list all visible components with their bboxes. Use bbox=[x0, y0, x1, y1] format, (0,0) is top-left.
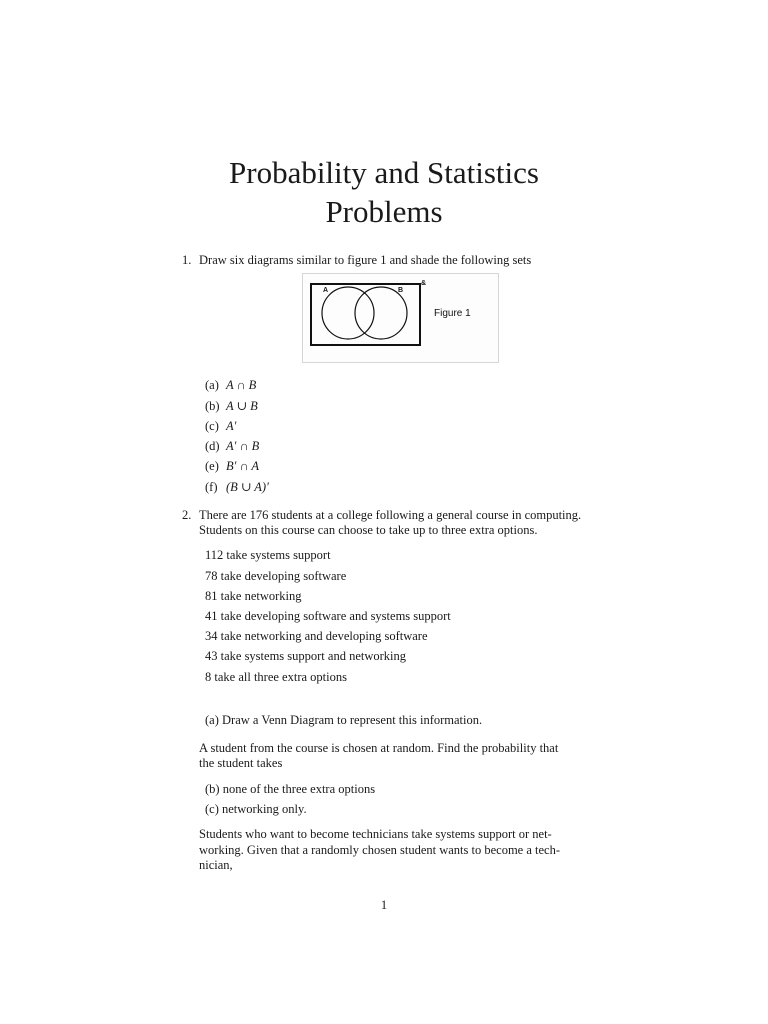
q1-part-label: (f) bbox=[205, 480, 218, 494]
q1-text: Draw six diagrams similar to figure 1 and shade the following sets bbox=[199, 253, 532, 267]
q2-part-a: (a) Draw a Venn Diagram to represent this information. bbox=[205, 713, 483, 727]
q2-tech-line-1: Students who want to become technicians take systems support or net- bbox=[199, 827, 552, 841]
q2-fact: 34 take networking and developing software bbox=[205, 629, 428, 643]
q2-fact: 81 take networking bbox=[205, 589, 302, 603]
q2-fact: 78 take developing software bbox=[205, 569, 347, 583]
venn-label-universal: & bbox=[421, 280, 427, 287]
q1-number: 1. bbox=[182, 253, 192, 267]
q1-part-label: (a) bbox=[205, 378, 219, 392]
q1-part-label: (c) bbox=[205, 419, 219, 433]
q2-intro-line-2: Students on this course can choose to take up to three extra options. bbox=[199, 523, 538, 537]
q2-number: 2. bbox=[182, 508, 192, 522]
venn-label-a: A bbox=[323, 287, 329, 294]
q2-tech-line-2: working. Given that a randomly chosen student wants to become a tech- bbox=[199, 843, 561, 857]
q1-part-expr: A′ bbox=[226, 419, 237, 433]
q2-random-line-1: A student from the course is chosen at random. Find the probability that bbox=[199, 741, 559, 755]
q1-part-label: (e) bbox=[205, 459, 219, 473]
q2-part-c: (c) networking only. bbox=[205, 802, 307, 816]
venn-diagram-figure bbox=[302, 273, 499, 363]
page-number: 1 bbox=[380, 898, 388, 912]
document-title bbox=[0, 153, 768, 231]
q1-part-expr: A′ ∩ B bbox=[226, 439, 260, 453]
q1-part-expr: A ∩ B bbox=[226, 378, 257, 392]
q2-fact: 112 take systems support bbox=[205, 548, 331, 562]
q1-part-expr: (B ∪ A)′ bbox=[226, 480, 269, 494]
q2-fact: 41 take developing software and systems support bbox=[205, 609, 451, 623]
q2-fact: 43 take systems support and networking bbox=[205, 649, 407, 663]
q1-part-expr: B′ ∩ A bbox=[226, 459, 260, 473]
venn-circle-a bbox=[322, 287, 374, 339]
q2-intro-line-1: There are 176 students at a college following a general course in computing. bbox=[199, 508, 582, 522]
q2-part-b: (b) none of the three extra options bbox=[205, 782, 376, 796]
q1-part-label: (b) bbox=[205, 399, 220, 413]
title-line-2: Problems bbox=[325, 194, 443, 229]
q2-tech-line-3: nician, bbox=[199, 858, 233, 872]
q1-part-expr: A ∪ B bbox=[226, 399, 258, 413]
title-line-1: Probability and Statistics bbox=[229, 155, 539, 190]
venn-label-b: B bbox=[398, 287, 404, 294]
figure-caption: Figure 1 bbox=[434, 308, 471, 319]
q2-fact: 8 take all three extra options bbox=[205, 670, 347, 684]
q2-random-line-2: the student takes bbox=[199, 756, 283, 770]
venn-circle-b bbox=[355, 287, 407, 339]
q1-part-label: (d) bbox=[205, 439, 220, 453]
